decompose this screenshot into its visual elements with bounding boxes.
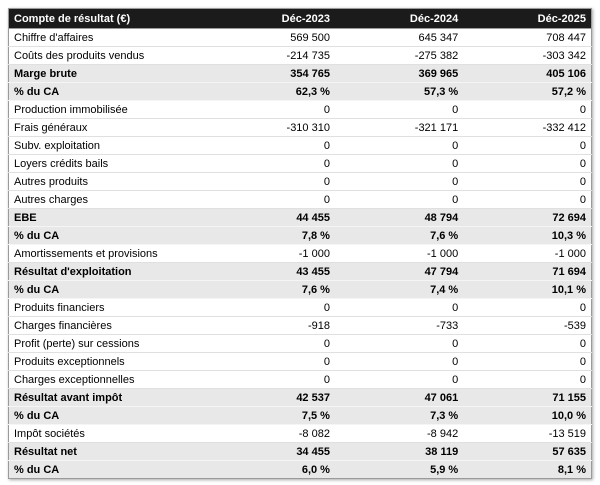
income-statement-table	[8, 8, 592, 479]
row-value: -332 412	[463, 119, 591, 137]
row-value: 0	[463, 155, 591, 173]
table-row	[9, 245, 592, 263]
row-value: 42 537	[207, 389, 335, 407]
row-value: -539	[463, 317, 591, 335]
row-value: 38 119	[335, 443, 463, 461]
table-row-subtotal	[9, 65, 592, 83]
row-value: 10,0 %	[463, 407, 591, 425]
row-label: % du CA	[9, 461, 207, 479]
row-value: 5,9 %	[335, 461, 463, 479]
row-value: 44 455	[207, 209, 335, 227]
row-value: 48 794	[335, 209, 463, 227]
row-value: -214 735	[207, 47, 335, 65]
row-label: Marge brute	[9, 65, 207, 83]
table-body	[9, 29, 592, 479]
table-row	[9, 173, 592, 191]
table-header-dec-2024: Déc-2024	[335, 9, 463, 29]
row-value: 57 635	[463, 443, 591, 461]
row-value: 0	[335, 137, 463, 155]
table-row	[9, 101, 592, 119]
row-value: 0	[335, 299, 463, 317]
row-value: 0	[207, 353, 335, 371]
row-value: -918	[207, 317, 335, 335]
row-value: 0	[463, 137, 591, 155]
row-value: -310 310	[207, 119, 335, 137]
row-label: Frais généraux	[9, 119, 207, 137]
table-row-subtotal	[9, 443, 592, 461]
table-row-subtotal	[9, 209, 592, 227]
row-label: % du CA	[9, 83, 207, 101]
row-value: 10,3 %	[463, 227, 591, 245]
row-value: 43 455	[207, 263, 335, 281]
row-value: 645 347	[335, 29, 463, 47]
row-value: 0	[335, 335, 463, 353]
row-value: 0	[207, 155, 335, 173]
table-row-subtotal	[9, 461, 592, 479]
row-value: 10,1 %	[463, 281, 591, 299]
table-row-subtotal	[9, 263, 592, 281]
table-row	[9, 155, 592, 173]
row-value: 47 794	[335, 263, 463, 281]
row-label: Résultat net	[9, 443, 207, 461]
row-value: 0	[207, 191, 335, 209]
row-value: 0	[335, 371, 463, 389]
row-label: Impôt sociétés	[9, 425, 207, 443]
row-value: 62,3 %	[207, 83, 335, 101]
row-label: % du CA	[9, 281, 207, 299]
row-value: 34 455	[207, 443, 335, 461]
row-label: Chiffre d'affaires	[9, 29, 207, 47]
row-value: 0	[335, 101, 463, 119]
row-value: 47 061	[335, 389, 463, 407]
row-label: % du CA	[9, 407, 207, 425]
row-label: Résultat d'exploitation	[9, 263, 207, 281]
row-label: Charges financières	[9, 317, 207, 335]
row-value: 0	[335, 173, 463, 191]
row-label: Profit (perte) sur cessions	[9, 335, 207, 353]
table-row-subtotal	[9, 389, 592, 407]
row-value: 0	[335, 353, 463, 371]
table-row	[9, 29, 592, 47]
row-label: Subv. exploitation	[9, 137, 207, 155]
row-value: -733	[335, 317, 463, 335]
row-value: 569 500	[207, 29, 335, 47]
table-row-subtotal	[9, 83, 592, 101]
row-value: -13 519	[463, 425, 591, 443]
row-value: 0	[463, 371, 591, 389]
row-label: % du CA	[9, 227, 207, 245]
row-value: 0	[335, 155, 463, 173]
row-label: Autres produits	[9, 173, 207, 191]
row-value: -8 942	[335, 425, 463, 443]
row-label: Loyers crédits bails	[9, 155, 207, 173]
row-value: 57,3 %	[335, 83, 463, 101]
row-value: 0	[463, 173, 591, 191]
table-header-dec-2025: Déc-2025	[463, 9, 591, 29]
row-value: 0	[463, 101, 591, 119]
row-value: 72 694	[463, 209, 591, 227]
table-header-dec-2023: Déc-2023	[207, 9, 335, 29]
row-value: 7,4 %	[335, 281, 463, 299]
row-value: -1 000	[207, 245, 335, 263]
row-value: 708 447	[463, 29, 591, 47]
row-value: -303 342	[463, 47, 591, 65]
row-value: 0	[463, 191, 591, 209]
row-value: 7,6 %	[207, 281, 335, 299]
row-value: 0	[463, 299, 591, 317]
table-row	[9, 119, 592, 137]
row-label: Résultat avant impôt	[9, 389, 207, 407]
table-row	[9, 191, 592, 209]
row-value: 7,6 %	[335, 227, 463, 245]
row-label: Autres charges	[9, 191, 207, 209]
row-value: -8 082	[207, 425, 335, 443]
row-value: 6,0 %	[207, 461, 335, 479]
row-label: Produits exceptionnels	[9, 353, 207, 371]
row-value: 0	[463, 335, 591, 353]
row-value: -1 000	[335, 245, 463, 263]
row-value: 7,5 %	[207, 407, 335, 425]
table-header-account-title: Compte de résultat (€)	[9, 9, 207, 29]
row-value: 7,8 %	[207, 227, 335, 245]
row-value: 0	[207, 299, 335, 317]
table-header-row	[9, 9, 592, 29]
row-value: 0	[463, 353, 591, 371]
table-row-subtotal	[9, 407, 592, 425]
table-row	[9, 335, 592, 353]
table-row-subtotal	[9, 281, 592, 299]
row-label: Amortissements et provisions	[9, 245, 207, 263]
row-value: 0	[207, 335, 335, 353]
row-value: 8,1 %	[463, 461, 591, 479]
row-value: 7,3 %	[335, 407, 463, 425]
row-value: 0	[207, 371, 335, 389]
row-label: Charges exceptionnelles	[9, 371, 207, 389]
row-value: 71 694	[463, 263, 591, 281]
row-value: 405 106	[463, 65, 591, 83]
table-row	[9, 425, 592, 443]
table-row	[9, 299, 592, 317]
table-row	[9, 47, 592, 65]
row-label: Coûts des produits vendus	[9, 47, 207, 65]
row-value: 0	[207, 173, 335, 191]
row-value: 0	[207, 137, 335, 155]
row-value: -321 171	[335, 119, 463, 137]
row-value: -275 382	[335, 47, 463, 65]
row-value: 57,2 %	[463, 83, 591, 101]
row-value: 369 965	[335, 65, 463, 83]
row-label: EBE	[9, 209, 207, 227]
row-value: -1 000	[463, 245, 591, 263]
table-row	[9, 137, 592, 155]
row-label: Produits financiers	[9, 299, 207, 317]
row-value: 354 765	[207, 65, 335, 83]
row-value: 0	[335, 191, 463, 209]
row-value: 0	[207, 101, 335, 119]
table-row	[9, 371, 592, 389]
table-row	[9, 353, 592, 371]
table-row-subtotal	[9, 227, 592, 245]
row-value: 71 155	[463, 389, 591, 407]
row-label: Production immobilisée	[9, 101, 207, 119]
table-row	[9, 317, 592, 335]
